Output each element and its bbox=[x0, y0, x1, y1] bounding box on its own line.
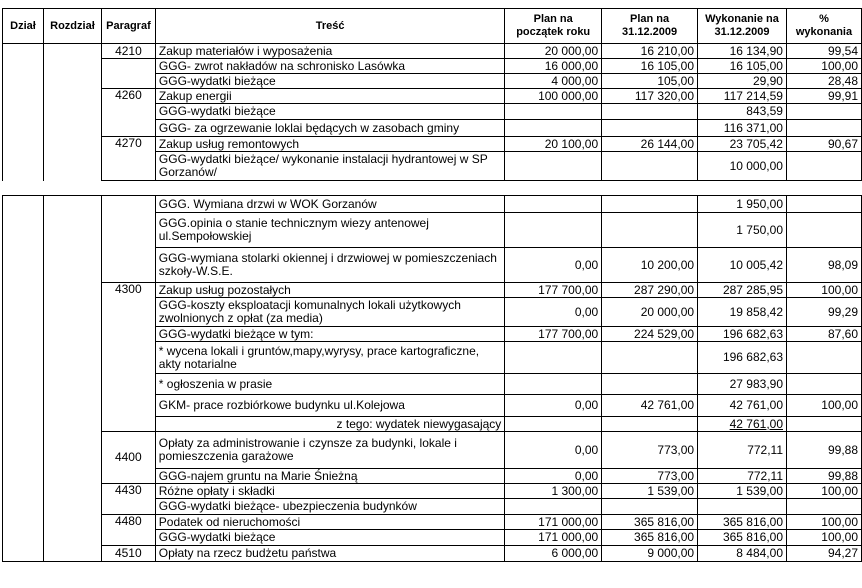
wykonanie-cell: 772,11 bbox=[698, 469, 787, 484]
table-row bbox=[3, 484, 862, 499]
rozdzial-cell bbox=[43, 196, 101, 562]
plan-poczatek-cell bbox=[505, 152, 602, 181]
procent-cell: 100,00 bbox=[787, 395, 862, 417]
paragraf-cell bbox=[101, 196, 155, 283]
plan-3112-cell: 1 539,00 bbox=[602, 484, 698, 499]
plan-3112-cell: 773,00 bbox=[602, 432, 698, 469]
plan-3112-cell: 105,00 bbox=[602, 74, 698, 89]
header-plan-poczatek bbox=[505, 9, 602, 44]
tresc-cell: Zakup materiałów i wyposażenia bbox=[155, 44, 504, 59]
procent-cell: 98,09 bbox=[787, 248, 862, 283]
plan-3112-cell: 9 000,00 bbox=[602, 546, 698, 562]
wykonanie-cell: 29,90 bbox=[698, 74, 787, 89]
plan-poczatek-cell: 1 300,00 bbox=[505, 484, 602, 499]
paragraf-cell: 4300 bbox=[101, 283, 155, 432]
plan-poczatek-cell bbox=[505, 499, 602, 515]
header-dzial: Dział bbox=[3, 9, 44, 44]
plan-3112-cell: 773,00 bbox=[602, 469, 698, 484]
plan-poczatek-cell: 177 700,00 bbox=[505, 283, 602, 298]
table-row bbox=[3, 89, 862, 104]
wykonanie-cell: 287 285,95 bbox=[698, 283, 787, 298]
wykonanie-cell: 196 682,63 bbox=[698, 327, 787, 342]
tresc-cell: Opłaty za administrowanie i czynsze za budynki, lokale i pomieszczenia garażowe bbox=[155, 432, 505, 469]
header-wykonanie-line1: Wykonanie na bbox=[705, 13, 779, 25]
plan-poczatek-cell bbox=[505, 196, 602, 213]
procent-cell bbox=[786, 104, 861, 120]
header-plan-3112-line2: 31.12.2009 bbox=[622, 26, 678, 38]
plan-poczatek-cell: 171 000,00 bbox=[505, 530, 602, 546]
plan-3112-cell bbox=[602, 499, 698, 515]
plan-3112-cell: 16 105,00 bbox=[602, 59, 698, 74]
procent-cell: 99,91 bbox=[786, 89, 861, 104]
dzial-cell bbox=[3, 196, 44, 562]
procent-cell bbox=[787, 196, 862, 213]
tresc-cell: GGG-wydatki bieżące/ wykonanie instalacji hydrantowej w SP Gorzanów/ bbox=[155, 152, 504, 181]
procent-cell: 94,27 bbox=[787, 546, 862, 562]
tresc-cell: GGG-wydatki bieżące bbox=[155, 104, 504, 120]
tresc-cell: GGG-najem gruntu na Marie Śnieżną bbox=[155, 469, 505, 484]
plan-3112-cell: 16 210,00 bbox=[602, 44, 698, 59]
plan-3112-cell: 224 529,00 bbox=[602, 327, 698, 342]
plan-3112-cell bbox=[602, 120, 698, 137]
table-row bbox=[3, 137, 862, 152]
plan-3112-cell: 287 290,00 bbox=[602, 283, 698, 298]
plan-poczatek-cell: 100 000,00 bbox=[505, 89, 602, 104]
plan-poczatek-cell bbox=[505, 213, 602, 248]
procent-cell: 100,00 bbox=[787, 283, 862, 298]
plan-poczatek-cell bbox=[505, 374, 602, 395]
tresc-cell: * ogłoszenia w prasie bbox=[155, 374, 505, 395]
wykonanie-cell: 16 134,90 bbox=[698, 44, 787, 59]
header-procent-line1: % bbox=[819, 13, 829, 25]
wykonanie-cell: 365 816,00 bbox=[698, 530, 787, 546]
procent-cell: 99,88 bbox=[787, 432, 862, 469]
tresc-cell: GGG-wymiana stolarki okiennej i drzwiowej w pomieszczeniach szkoły-W.S.E. bbox=[155, 248, 505, 283]
header-procent bbox=[786, 9, 861, 44]
plan-3112-cell: 10 200,00 bbox=[602, 248, 698, 283]
tresc-cell: Podatek od nieruchomości bbox=[155, 515, 505, 530]
procent-cell: 28,48 bbox=[786, 74, 861, 89]
header-wykonanie-line2: 31.12.2009 bbox=[714, 26, 770, 38]
wykonanie-cell: 16 105,00 bbox=[698, 59, 787, 74]
header-plan-poczatek-line1: Plan na bbox=[533, 13, 573, 25]
procent-cell: 100,00 bbox=[787, 484, 862, 499]
wykonanie-cell: 42 761,00 bbox=[698, 395, 787, 417]
tresc-cell: GGG-wydatki bieżące- ubezpieczenia budynków bbox=[155, 499, 505, 515]
tresc-cell: Różne opłaty i składki bbox=[155, 484, 505, 499]
plan-3112-cell: 42 761,00 bbox=[602, 395, 698, 417]
wykonanie-cell: 772,11 bbox=[698, 432, 787, 469]
plan-3112-cell bbox=[602, 374, 698, 395]
table-row bbox=[3, 515, 862, 530]
plan-3112-cell: 365 816,00 bbox=[602, 530, 698, 546]
paragraf-cell: 4260 bbox=[101, 89, 155, 137]
tresc-cell: Zakup usług pozostałych bbox=[155, 283, 505, 298]
wykonanie-cell bbox=[698, 499, 787, 515]
procent-cell: 100,00 bbox=[787, 530, 862, 546]
plan-3112-cell bbox=[602, 417, 698, 432]
plan-3112-cell: 365 816,00 bbox=[602, 515, 698, 530]
procent-cell: 99,88 bbox=[787, 469, 862, 484]
tresc-cell: GGG- zwrot nakładów na schronisko Lasówka bbox=[155, 59, 504, 74]
procent-cell bbox=[786, 152, 861, 181]
table-row bbox=[3, 546, 862, 562]
paragraf-cell: 4510 bbox=[101, 546, 155, 562]
plan-poczatek-cell: 171 000,00 bbox=[505, 515, 602, 530]
wykonanie-cell: 843,59 bbox=[698, 104, 787, 120]
plan-3112-cell bbox=[602, 342, 698, 374]
plan-poczatek-cell: 16 000,00 bbox=[505, 59, 602, 74]
wykonanie-cell: 117 214,59 bbox=[698, 89, 787, 104]
tresc-cell: GGG-wydatki bieżące bbox=[155, 74, 504, 89]
table-row bbox=[3, 44, 862, 59]
paragraf-cell bbox=[101, 59, 155, 89]
plan-3112-cell: 117 320,00 bbox=[602, 89, 698, 104]
tresc-cell: GGG- za ogrzewanie loklai będących w zasobach gminy bbox=[155, 120, 504, 137]
tresc-cell: GGG-wydatki bieżące bbox=[155, 530, 505, 546]
paragraf-cell: 4210 bbox=[101, 44, 155, 59]
table-row bbox=[3, 432, 862, 469]
procent-cell bbox=[786, 120, 861, 137]
plan-3112-cell: 20 000,00 bbox=[602, 298, 698, 327]
wykonanie-cell: 1 539,00 bbox=[698, 484, 787, 499]
plan-poczatek-cell: 20 100,00 bbox=[505, 137, 602, 152]
dzial-cell bbox=[3, 44, 44, 181]
wykonanie-cell: 10 000,00 bbox=[698, 152, 787, 181]
wykonanie-cell: 1 950,00 bbox=[698, 196, 787, 213]
tresc-cell: Opłaty na rzecz budżetu państwa bbox=[155, 546, 505, 562]
tresc-cell: GGG.opinia o stanie technicznym wiezy antenowej ul.Sempołowskiej bbox=[155, 213, 505, 248]
plan-poczatek-cell bbox=[505, 417, 602, 432]
plan-3112-cell bbox=[602, 104, 698, 120]
plan-poczatek-cell: 6 000,00 bbox=[505, 546, 602, 562]
plan-poczatek-cell: 0,00 bbox=[505, 432, 602, 469]
tresc-cell: GGG. Wymiana drzwi w WOK Gorzanów bbox=[155, 196, 505, 213]
procent-cell: 99,29 bbox=[787, 298, 862, 327]
plan-poczatek-cell bbox=[505, 342, 602, 374]
budget-table-bottom bbox=[2, 195, 862, 562]
procent-cell bbox=[787, 499, 862, 515]
plan-poczatek-cell: 0,00 bbox=[505, 469, 602, 484]
wykonanie-cell: 116 371,00 bbox=[698, 120, 787, 137]
header-wykonanie bbox=[698, 9, 787, 44]
tresc-cell: * wycena lokali i gruntów,mapy,wyrysy, prace kartograficzne, akty notarialne bbox=[155, 342, 505, 374]
plan-poczatek-cell bbox=[505, 120, 602, 137]
wykonanie-cell: 27 983,90 bbox=[698, 374, 787, 395]
wykonanie-cell: 23 705,42 bbox=[698, 137, 787, 152]
tresc-cell: GKM- prace rozbiórkowe budynku ul.Kolejowa bbox=[155, 395, 505, 417]
table-row bbox=[3, 196, 862, 213]
plan-poczatek-cell: 0,00 bbox=[505, 298, 602, 327]
header-tresc: Treść bbox=[155, 9, 504, 44]
paragraf-cell: 4430 bbox=[101, 484, 155, 515]
header-plan-poczatek-line2: początek roku bbox=[516, 26, 591, 38]
plan-3112-cell bbox=[602, 196, 698, 213]
procent-cell bbox=[787, 374, 862, 395]
procent-cell: 100,00 bbox=[787, 515, 862, 530]
procent-cell bbox=[787, 342, 862, 374]
wykonanie-cell: 196 682,63 bbox=[698, 342, 787, 374]
paragraf-cell: 4480 bbox=[101, 515, 155, 546]
plan-3112-cell bbox=[602, 213, 698, 248]
plan-poczatek-cell: 177 700,00 bbox=[505, 327, 602, 342]
plan-3112-cell bbox=[602, 152, 698, 181]
tresc-cell: Zakup energii bbox=[155, 89, 504, 104]
procent-cell bbox=[787, 417, 862, 432]
tresc-cell: GGG-koszty eksploatacji komunalnych lokali użytkowych zwolnionych z opłat (za media) bbox=[155, 298, 505, 327]
header-plan-3112 bbox=[602, 9, 698, 44]
plan-poczatek-cell: 0,00 bbox=[505, 395, 602, 417]
rozdzial-cell bbox=[43, 44, 101, 181]
plan-poczatek-cell: 0,00 bbox=[505, 248, 602, 283]
procent-cell: 90,67 bbox=[786, 137, 861, 152]
header-procent-line2: wykonania bbox=[795, 26, 853, 38]
paragraf-cell: 4270 bbox=[101, 137, 155, 181]
procent-cell: 99,54 bbox=[786, 44, 861, 59]
header-plan-3112-line1: Plan na bbox=[630, 13, 670, 25]
wykonanie-cell: 1 750,00 bbox=[698, 213, 787, 248]
table-row bbox=[3, 59, 862, 74]
wykonanie-cell: 42 761,00 bbox=[698, 417, 787, 432]
wykonanie-cell: 365 816,00 bbox=[698, 515, 787, 530]
procent-cell: 100,00 bbox=[786, 59, 861, 74]
plan-poczatek-cell bbox=[505, 104, 602, 120]
tresc-cell: Zakup usług remontowych bbox=[155, 137, 504, 152]
plan-poczatek-cell: 4 000,00 bbox=[505, 74, 602, 89]
wykonanie-cell: 19 858,42 bbox=[698, 298, 787, 327]
tresc-cell: z tego: wydatek niewygasający bbox=[155, 417, 505, 432]
plan-3112-cell: 26 144,00 bbox=[602, 137, 698, 152]
table-row bbox=[3, 283, 862, 298]
header-rozdzial: Rozdział bbox=[43, 9, 101, 44]
header-row bbox=[3, 9, 862, 44]
plan-poczatek-cell: 20 000,00 bbox=[505, 44, 602, 59]
wykonanie-cell: 8 484,00 bbox=[698, 546, 787, 562]
procent-cell bbox=[787, 213, 862, 248]
paragraf-cell: 4400 bbox=[101, 432, 155, 484]
header-paragraf: Paragraf bbox=[101, 9, 155, 44]
budget-table-top bbox=[2, 8, 862, 181]
tresc-cell: GGG-wydatki bieżące w tym: bbox=[155, 327, 505, 342]
wykonanie-cell: 10 005,42 bbox=[698, 248, 787, 283]
procent-cell: 87,60 bbox=[787, 327, 862, 342]
